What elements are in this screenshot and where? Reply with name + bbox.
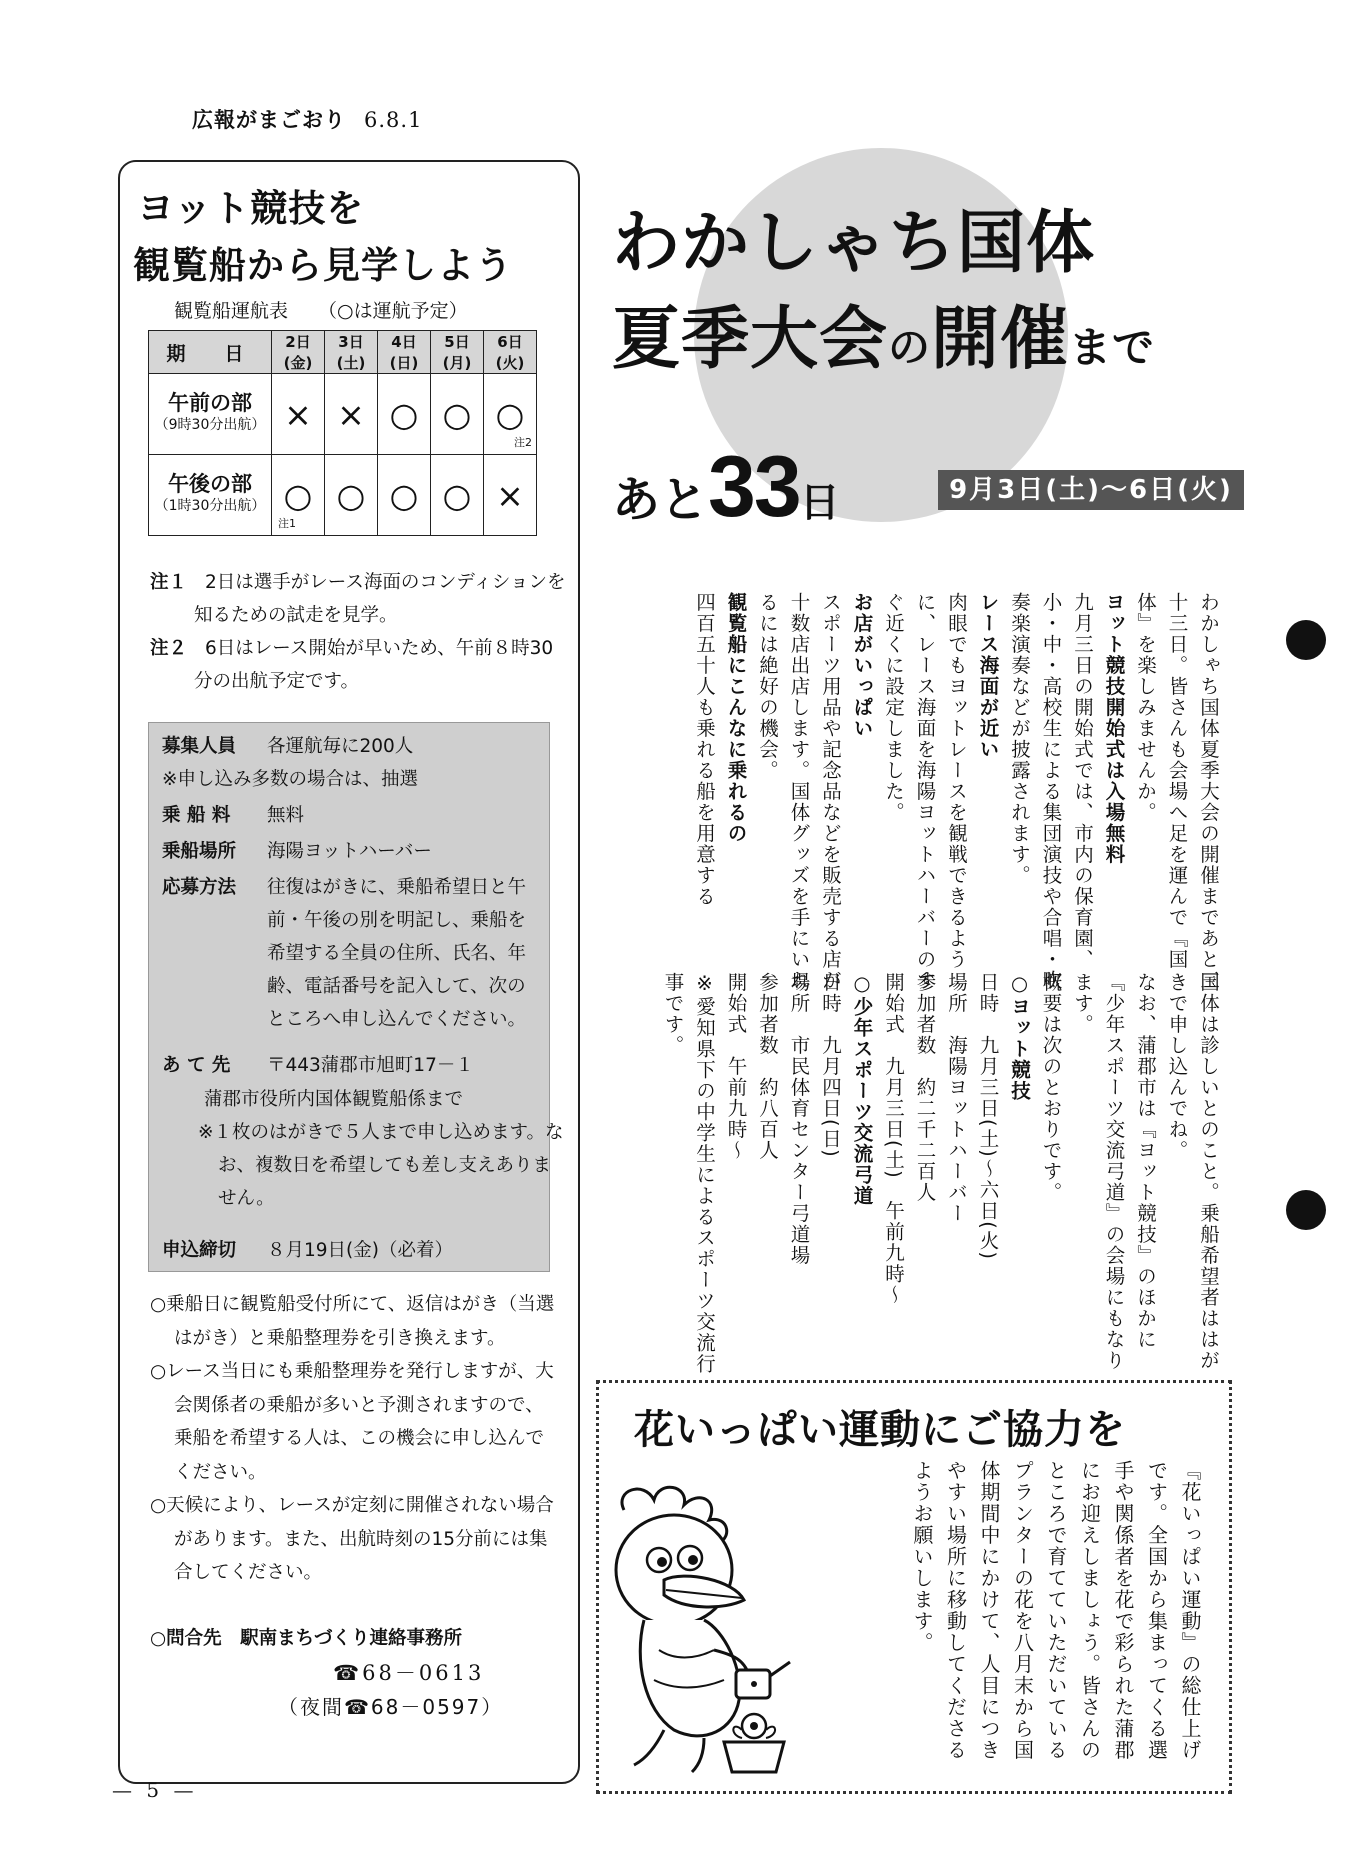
fee-value: 無料	[267, 805, 305, 826]
recruit-note: ※申し込み多数の場合は、抽選	[162, 769, 419, 790]
note-1-text: 2日は選手がレース海面のコンディションを知るための試走を見学。	[194, 572, 566, 626]
contact-line	[150, 1622, 560, 1656]
schedule-header-cell: 3日(土)	[325, 331, 378, 374]
article-top	[590, 592, 1224, 992]
deadline-value: ８月19日(金)（必着）	[267, 1240, 453, 1261]
countdown	[612, 438, 840, 537]
article-paragraph: わかしゃち国体夏季大会の開催まであと三十三日。皆さんも会場へ足を運んで『国体』を楽しみませんか。	[1134, 592, 1220, 991]
dest-value: 〒443蒲郡市旭町17－１	[267, 1055, 474, 1076]
recruit-label: 募集人員	[162, 736, 237, 757]
newsletter-header	[192, 104, 422, 134]
headline-part: 夏季大会	[612, 300, 889, 379]
countdown-days: 33	[708, 439, 800, 535]
issue-number: 6.8.1	[364, 108, 423, 132]
bottom-note: ○レース当日にも乗船整理券を発行しますが、大会関係者の乗船が多いと予測されますので、乗船を希望する人は、この機会に申し込んでください。	[150, 1361, 554, 1483]
event-heading-yacht: ○ヨット競技	[1008, 972, 1031, 1102]
event-detail: 日時 九月三日(土)～六日(火)	[976, 972, 1000, 1261]
schedule-notes	[150, 566, 570, 698]
binder-hole-icon	[1286, 1190, 1326, 1230]
schedule-mark: ×	[484, 455, 537, 536]
schedule-mark: ×	[272, 374, 325, 455]
flower-campaign-text: 『花いっぱい運動』の総仕上げです。全国から集まってくる選手や関係者を花で彩られた蒲郡にお迎えしましょう。皆さんのところで育てていただいているプランターの花を八月末から国体期間中にかけて、人目につきやすい場所に移動してくださるようお願いします。	[910, 1460, 1202, 1761]
note-2-text: 6日はレース開始が早いため、午前８時30分の出航予定です。	[194, 638, 554, 692]
place-label: 乗船場所	[162, 841, 237, 862]
place-value: 海陽ヨットハーバー	[267, 841, 432, 862]
event-heading-kyudo: ○少年スポーツ交流弓道	[850, 972, 874, 1207]
deadline-row	[162, 1234, 548, 1267]
event-detail: 参加者数 約二千二百人	[913, 972, 937, 1203]
newsletter-title: 広報がまごおり	[192, 108, 346, 132]
note-1-label: 注１	[150, 572, 188, 593]
schedule-row-label	[149, 455, 272, 536]
schedule-mark: ○	[283, 475, 313, 515]
article-paragraph: なお、蒲郡市は『ヨット競技』のほかに『少年スポーツ交流弓道』の会場にもなります。	[1071, 972, 1157, 1371]
row-label-main: 午前の部	[168, 391, 252, 415]
schedule-mark: ○	[431, 455, 484, 536]
countdown-ato: あと	[612, 472, 709, 528]
schedule-mark-cell	[272, 455, 325, 536]
schedule-mark: ○	[325, 455, 378, 536]
article-bottom	[590, 972, 1224, 1390]
event-detail: 参加者数 約八百人	[756, 972, 779, 1161]
row-label-sub: （9時30分出航）	[154, 417, 266, 433]
recruit-value: 各運航毎に200人	[267, 736, 414, 757]
headline-part: の	[888, 323, 932, 372]
schedule-mark: ○	[378, 455, 431, 536]
contact-tel: ☎68－0613	[333, 1661, 485, 1685]
article-paragraph: 概要は次のとおりです。	[1039, 972, 1063, 1203]
fee-label: 乗 船 料	[162, 805, 231, 826]
article-subheading: レース海面が近い	[976, 592, 1000, 760]
bottom-note: ○天候により、レースが定刻に開催されない場合があります。また、出航時刻の15分前には集合してください。	[150, 1495, 554, 1583]
schedule-header-cell: 2日(金)	[272, 331, 325, 374]
schedule-mark: ×	[325, 374, 378, 455]
event-detail: 開始式 九月三日(土) 午前九時～	[882, 972, 905, 1306]
note-2	[150, 632, 570, 698]
schedule-row-label	[149, 374, 272, 455]
schedule-mark-cell	[484, 374, 537, 455]
place-row	[162, 835, 548, 868]
schedule-mark: ○	[495, 394, 525, 434]
schedule-mark: ○	[378, 374, 431, 455]
deadline-label: 申込締切	[162, 1240, 237, 1261]
headline-part: 開催	[931, 300, 1070, 379]
article-paragraph: 九月三日の開始式では、市内の保育園、小・中・高校生による集団演技や合唱・吹奏楽演奏などが披露されます。	[1008, 592, 1094, 991]
schedule-note-ref: 注1	[278, 517, 296, 530]
schedule-note-ref: 注2	[514, 436, 532, 449]
event-detail: 場所 海陽ヨットハーバー	[945, 972, 968, 1224]
binder-hole-icon	[1286, 620, 1326, 660]
note-2-label: 注２	[150, 638, 188, 659]
event-dates-badge: 9月3日(土)～6日(火)	[938, 470, 1244, 510]
dest-note: ※１枚のはがきで５人まで申し込めます。なお、複数日を希望しても差し支えありません。	[198, 1122, 564, 1209]
dest-label: あ て 先	[162, 1055, 231, 1076]
note-1	[150, 566, 570, 632]
apply-value: 往復はがきに、乗船希望日と午前・午後の別を明記し、乗船を希望する全員の住所、氏名、年齢、電話番号を記入して、次のところへ申し込んでください。	[267, 877, 527, 1030]
page-number: — 5 —	[112, 1778, 198, 1802]
cruise-bottom-notes	[150, 1288, 560, 1590]
schedule-header-cell: 5日(月)	[431, 331, 484, 374]
row-label-main: 午後の部	[168, 472, 252, 496]
event-detail: 日時 九月四日(日)	[819, 972, 842, 1159]
article-paragraph: 国体は診しいとのこと。乗船希望者ははがきで申し込んでね。	[1165, 972, 1220, 1371]
schedule-header-cell: 6日(火)	[484, 331, 537, 374]
article-paragraph: 肉眼でもヨットレースを観戦できるように、レース海面を海陽ヨットハーバーのすぐ近くに設定しました。	[882, 592, 968, 991]
article-paragraph: 四百五十人も乗れる船を用意する	[693, 592, 716, 907]
headline-line1: わかしゃち国体	[612, 204, 1096, 283]
contact-name: 駅南まちづくり連絡事務所	[240, 1628, 462, 1649]
schedule-header-cell: 期 日	[149, 331, 272, 374]
apply-label: 応募方法	[162, 877, 237, 898]
mascot-illustration-icon	[604, 1480, 800, 1780]
recruit-row	[162, 730, 548, 763]
schedule-row-morning	[149, 374, 537, 455]
schedule-caption	[174, 296, 468, 323]
schedule-row-afternoon	[149, 455, 537, 536]
headline	[612, 196, 1155, 396]
event-detail: 開始式 午前九時～	[724, 972, 748, 1161]
article-subheading: お店がいっぱい	[850, 592, 874, 739]
dest-value-2: 蒲郡市役所内国体観覧船係まで	[204, 1089, 464, 1110]
event-detail: 場所 市民体育センター弓道場	[787, 972, 811, 1266]
apply-row	[162, 871, 548, 1036]
flower-campaign-title: 花いっぱい運動にご協力を	[634, 1407, 1126, 1453]
bottom-note: ○乗船日に観覧船受付所にて、返信はがき（当選はがき）と乗船整理券を引き換えます。	[150, 1294, 555, 1349]
cruise-title-line1: ヨット競技を	[137, 187, 365, 230]
headline-line2	[612, 292, 1155, 396]
dest-row	[162, 1049, 548, 1082]
contact-label: ○問合先	[150, 1628, 222, 1649]
schedule-header-cell: 4日(日)	[378, 331, 431, 374]
fee-row	[162, 799, 548, 832]
schedule-caption-text: 観覧船運航表	[174, 300, 289, 322]
schedule-header-row	[149, 331, 537, 374]
schedule-mark: ○	[431, 374, 484, 455]
countdown-nichi: 日	[799, 480, 840, 526]
article-subheading: ヨット競技開始式は入場無料	[1102, 592, 1126, 865]
contact-info	[150, 1622, 560, 1724]
schedule-legend: （○は運航予定）	[318, 300, 468, 322]
article-subheading: 観覧船にこんなに乗れるの	[724, 592, 748, 844]
contact-night-tel: （夜間☎68－0597）	[278, 1695, 504, 1719]
event-detail: ※愛知県下の中学生によるスポーツ交流行事です。	[661, 972, 716, 1375]
schedule-table	[148, 330, 537, 536]
article-paragraph: スポーツ用品や記念品などを販売する店が十数店出店します。国体グッズを手にいれるには絶好の機会。	[756, 592, 842, 991]
cruise-title-line2: 観覧船から見学しよう	[133, 244, 513, 287]
row-label-sub: （1時30分出航）	[154, 498, 266, 514]
cruise-title	[133, 180, 573, 294]
headline-part: まで	[1069, 323, 1156, 372]
